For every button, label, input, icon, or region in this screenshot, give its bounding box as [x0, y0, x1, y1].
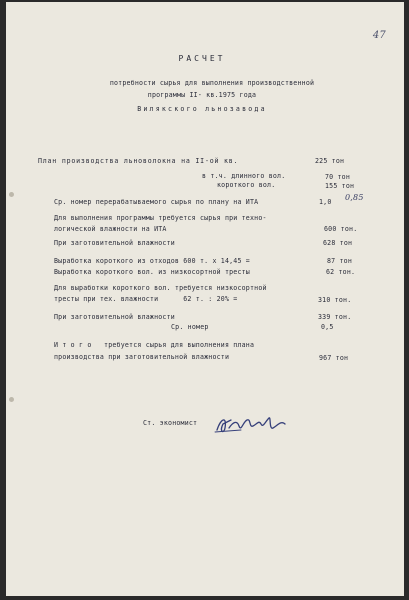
- row-label: Ср. номер перерабатываемого сырья по плану на ИТА: [54, 198, 259, 206]
- signature-label: Ст. экономист: [143, 419, 198, 427]
- row-label: тресты при тех. влажности 62 т. : 20% =: [54, 295, 238, 303]
- subtitle-line-3: Вилякского льнозавода: [137, 105, 267, 113]
- row-value: 967 тон: [319, 354, 349, 362]
- row-value: 62 тон.: [326, 268, 356, 276]
- row-value: 1,0: [319, 198, 332, 206]
- row-label: логической влажности на ИТА: [54, 225, 167, 233]
- row-label: При заготовительной влажности: [54, 239, 175, 247]
- row-label: в т.ч. длинного вол.: [202, 172, 286, 180]
- row-label: Для выполнения программы требуется сырья при техно-: [54, 214, 267, 222]
- handwritten-signature: [211, 410, 291, 440]
- row-value: 628 тон: [323, 239, 353, 247]
- row-label: Для выработки короткого вол. требуется низкосортной: [54, 284, 267, 292]
- row-value: 70 тон: [325, 173, 351, 181]
- row-label: производства при заготовительной влажности: [54, 353, 230, 361]
- row-value: 310 тон.: [318, 296, 352, 304]
- row-value: 155 тон: [325, 182, 355, 190]
- row-value: 225 тон: [315, 157, 345, 165]
- row-label: Выработка короткого из отходов 600 т. x 14,45 =: [54, 257, 250, 265]
- row-label: Ср. номер: [171, 323, 209, 331]
- row-label: И т о г о требуется сырья для выполнения плана: [54, 341, 255, 349]
- row-value: 339 тон.: [318, 313, 352, 321]
- row-label: короткого вол.: [217, 181, 276, 189]
- handwritten-note: 0,85: [345, 193, 364, 202]
- document-page: [6, 2, 404, 596]
- binder-hole: [9, 192, 14, 197]
- row-value: 87 тон: [327, 257, 353, 265]
- subtitle-line-2: программы II- кв.1975 года: [147, 91, 257, 99]
- page-number: 47: [372, 30, 386, 41]
- row-label: План производства льноволокна на II-ой кв.: [38, 157, 239, 165]
- subtitle-line-1: потребности сырья для выполнения производственной: [109, 79, 315, 87]
- row-label: Выработка короткого вол. из низкосортной тресты: [54, 268, 250, 276]
- document-title: РАСЧЕТ: [178, 54, 226, 63]
- row-value: 600 тон.: [324, 225, 358, 233]
- row-label: При заготовительной влажности: [54, 313, 175, 321]
- row-value: 0,5: [321, 323, 334, 331]
- binder-hole: [9, 397, 14, 402]
